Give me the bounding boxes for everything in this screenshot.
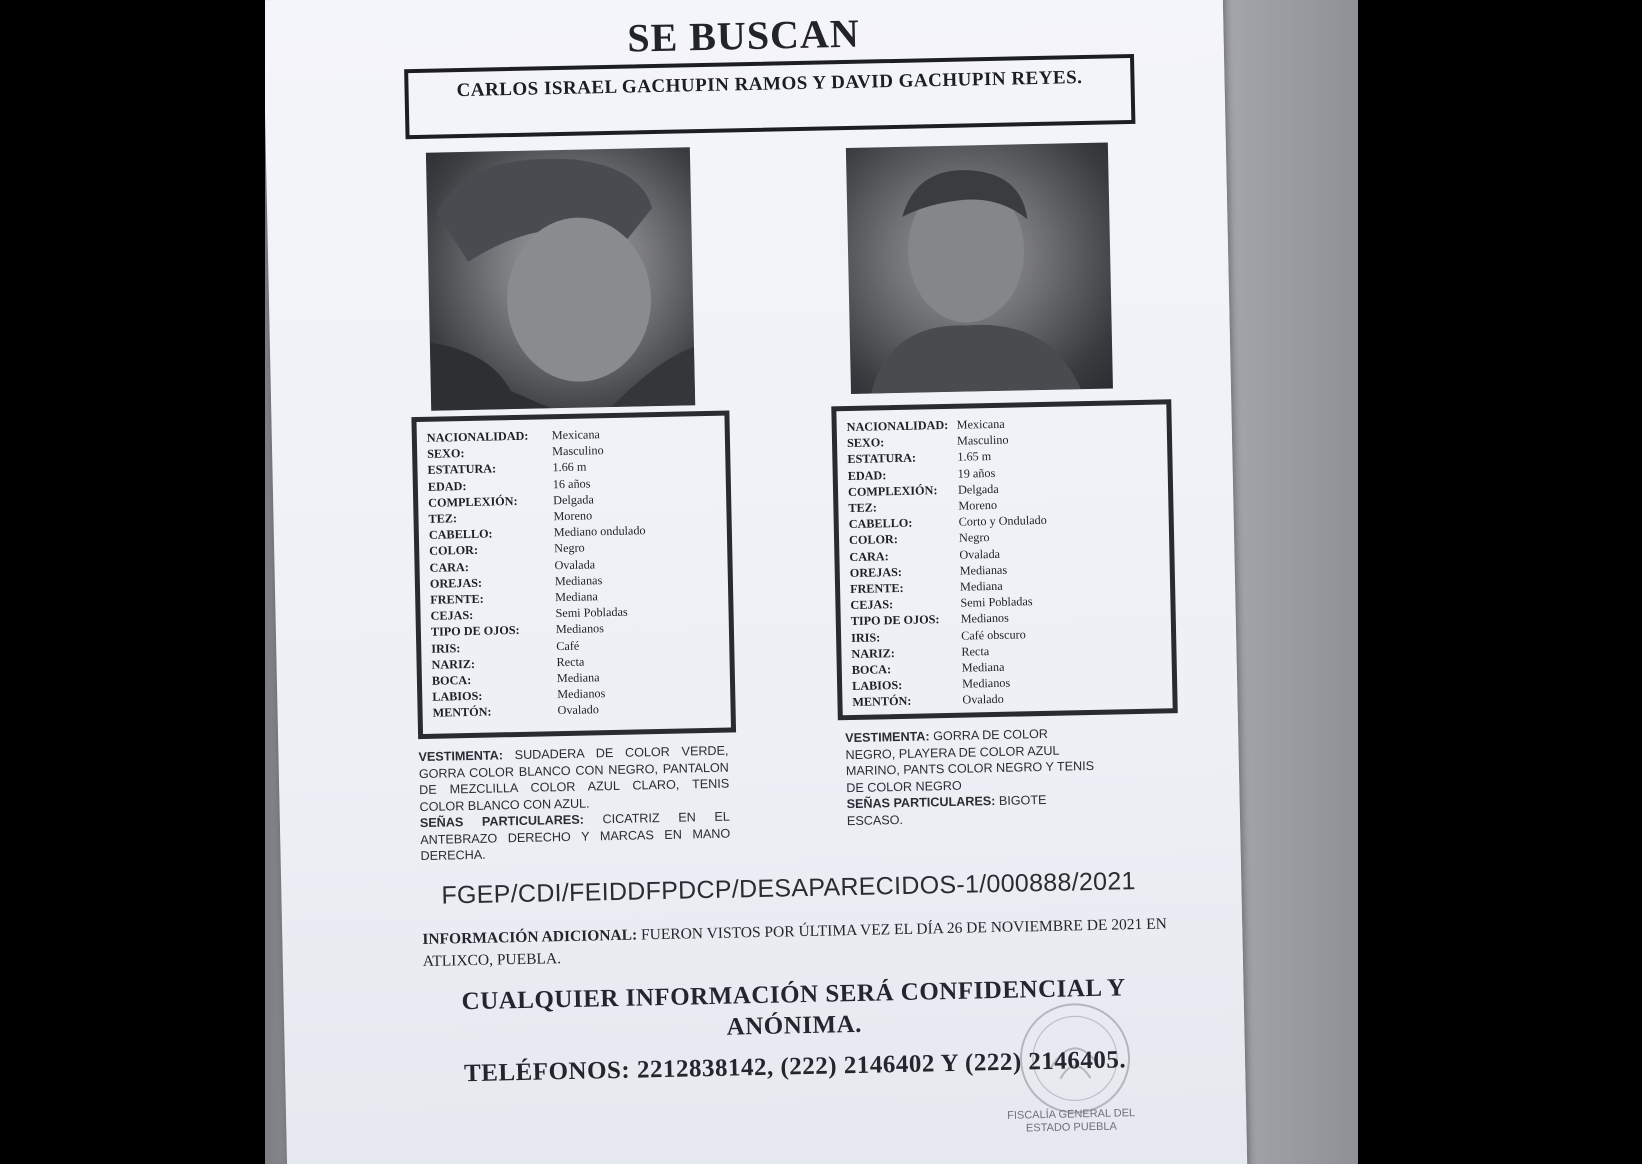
- marks-label: SEÑAS PARTICULARES:: [419, 812, 584, 831]
- confidential-notice: CUALQUIER INFORMACIÓN SERÁ CONFIDENCIAL Y ANÓNIMA.: [461, 974, 1126, 1041]
- field-row: MENTÓN: Ovalado: [852, 692, 1004, 710]
- field-row: TIPO DE OJOS: Medianos: [850, 611, 1009, 629]
- info-box-person-1: [411, 410, 736, 739]
- field-row: TEZ: Moreno: [428, 508, 593, 526]
- field-row: NACIONALIDAD: Mexicana: [426, 427, 601, 445]
- phone-numbers: TELÉFONOS: 2212838142, (222) 2146402 Y (222) 2146405.: [463, 1046, 1127, 1088]
- field-row: LABIOS: Medianos: [851, 675, 1011, 694]
- field-row: OREJAS: Medianas: [849, 562, 1008, 580]
- clothing-label: VESTIMENTA:: [845, 729, 930, 746]
- marks-label: SEÑAS PARTICULARES:: [846, 794, 996, 812]
- names-box: [404, 54, 1135, 139]
- field-row: IRIS: Café obscuro: [850, 626, 1026, 645]
- case-number: FGEP/CDI/FEIDDFPDCP/DESAPARECIDOS-1/000888/2021: [441, 867, 1136, 910]
- field-row: NACIONALIDAD: Mexicana: [846, 416, 1005, 435]
- field-row: CEJAS: Semi Pobladas: [430, 604, 628, 624]
- field-row: OREJAS: Medianas: [429, 573, 603, 591]
- field-row: FRENTE: Mediana: [430, 589, 598, 607]
- field-row: ESTATURA: 1.66 m: [427, 459, 587, 478]
- poster-title: SE BUSCAN: [626, 10, 861, 61]
- field-row: CABELLO: Corto y Ondulado: [848, 513, 1047, 532]
- marks-text: CICATRIZ EN EL ANTEBRAZO DERECHO Y MARCAS EN MANO DERECHA.: [420, 809, 731, 864]
- missing-persons-poster: [265, 0, 1247, 1164]
- clothing-person-2: [845, 725, 1097, 829]
- field-row: COMPLEXIÓN: Delgada: [847, 481, 999, 499]
- field-row: TIPO DE OJOS: Medianos: [430, 621, 605, 640]
- field-row: EDAD: 19 años: [847, 465, 996, 483]
- field-row: CARA: Ovalada: [849, 546, 1001, 564]
- marks-text: BIGOTE ESCASO.: [846, 792, 1047, 828]
- additional-info: [422, 913, 1183, 973]
- clothing-person-1: [418, 743, 730, 865]
- field-row: SEXO: Masculino: [846, 432, 1009, 451]
- field-row: CARA: Ovalada: [429, 556, 596, 575]
- field-row: NARIZ: Recta: [851, 643, 990, 661]
- field-row: CEJAS: Semi Pobladas: [850, 594, 1033, 613]
- field-row: IRIS: Café: [431, 638, 580, 656]
- field-row: BOCA: Mediana: [851, 659, 1005, 678]
- field-row: COMPLEXIÓN: Delgada: [428, 492, 594, 510]
- photo-person-1: [426, 147, 695, 410]
- clothing-text: GORRA DE COLOR NEGRO, PLAYERA DE COLOR AZUL MARINO, PANTS COLOR NEGRO Y TENIS DE COLOR NEGRO: [845, 726, 1095, 795]
- field-row: TEZ: Moreno: [848, 497, 998, 516]
- field-row: BOCA: Mediana: [431, 670, 600, 688]
- photo-background: [265, 0, 1358, 1164]
- field-row: NARIZ: Recta: [431, 654, 585, 672]
- field-row: CABELLO: Mediano ondulado: [428, 523, 646, 543]
- photo-person-2: [846, 143, 1113, 394]
- field-row: LABIOS: Medianos: [432, 686, 606, 705]
- field-row: COLOR: Negro: [429, 540, 585, 559]
- additional-info-text: FUERON VISTOS POR ÚLTIMA VEZ EL DÍA 26 DE NOVIEMBRE DE 2021 EN ATLIXCO, PUEBLA.: [422, 915, 1167, 971]
- missing-names: CARLOS ISRAEL GACHUPIN RAMOS Y DAVID GACHUPIN REYES.: [456, 67, 1083, 102]
- field-row: MENTÓN: Ovalado: [432, 702, 600, 721]
- clothing-text: SUDADERA DE COLOR VERDE, GORRA COLOR BLANCO CON NEGRO, PANTALON DE MEZCLILLA COLOR AZUL CLARO, TENIS COLOR BLANCO CON AZUL.: [418, 743, 730, 814]
- field-row: FRENTE: Mediana: [849, 578, 1003, 597]
- field-row: EDAD: 16 años: [427, 476, 591, 494]
- field-row: ESTATURA: 1.65 m: [847, 449, 992, 467]
- clothing-label: VESTIMENTA:: [418, 748, 504, 765]
- field-row: COLOR: Negro: [848, 530, 990, 548]
- additional-info-label: INFORMACIÓN ADICIONAL:: [422, 926, 638, 949]
- info-box-person-2: [831, 399, 1178, 720]
- field-row: SEXO: Masculino: [427, 443, 604, 462]
- seal-caption: FISCALÍA GENERAL DEL ESTADO PUEBLA: [1007, 1107, 1136, 1135]
